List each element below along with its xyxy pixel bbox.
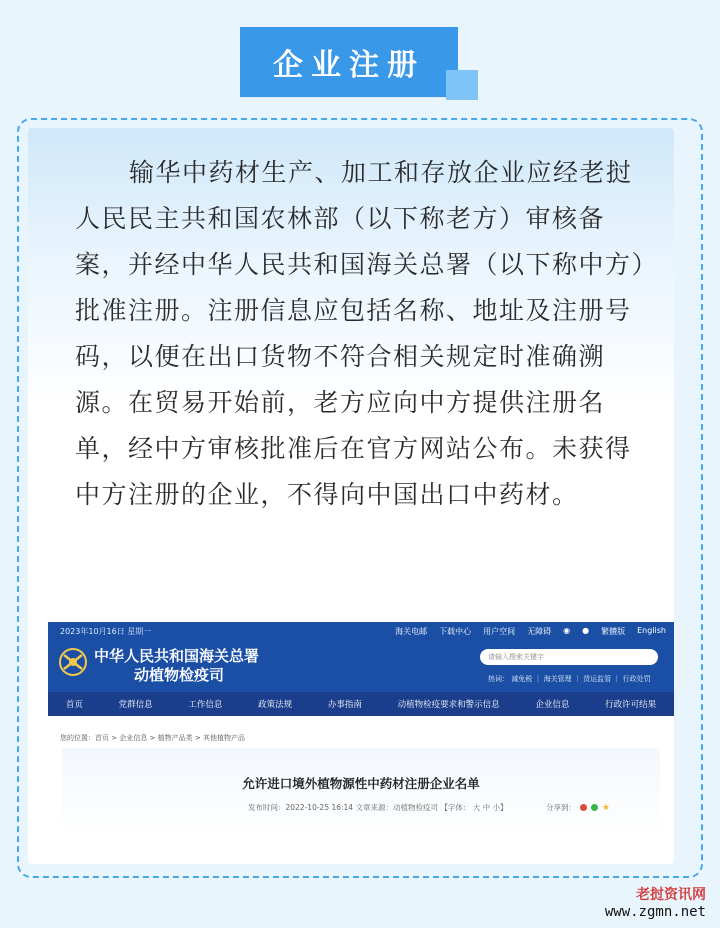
nav-enterprise[interactable]: 企业信息 [535, 700, 570, 710]
share-weibo-icon[interactable] [580, 804, 587, 811]
watermark-url: www.zgmn.net [604, 904, 706, 920]
nav-work[interactable]: 工作信息 [188, 700, 223, 710]
nav-guide[interactable]: 办事指南 [327, 700, 362, 710]
nav-party[interactable]: 党群信息 [118, 700, 153, 710]
share-bar [546, 802, 610, 813]
watermark-name: 老挝资讯网 [636, 887, 706, 903]
nav-license[interactable]: 行政许可结果 [605, 700, 657, 710]
site-name-line1: 中华人民共和国海关总署 [94, 647, 260, 665]
nav-policy[interactable]: 政策法规 [258, 700, 293, 710]
site-top-links [395, 626, 666, 637]
website-screenshot [48, 622, 674, 836]
site-nav [48, 692, 674, 716]
article-card [62, 748, 660, 836]
article-meta: 发布时间：2022-10-25 16:14 文章来源：动植物检疫司 【字体： 大 中 小】 [248, 803, 508, 812]
nav-quarantine[interactable]: 动植物检疫要求和警示信息 [397, 700, 500, 710]
section-title: 企业注册 [273, 48, 425, 83]
article-title: 允许进口境外植物源性中药材注册企业名单 [242, 776, 480, 791]
top-link-accessibility[interactable]: 无障碍 [527, 627, 552, 636]
site-name [94, 647, 259, 685]
breadcrumb: 您的位置：首页 > 企业信息 > 植物产品类 > 其他植物产品 [60, 734, 245, 742]
customs-emblem-icon [58, 647, 88, 677]
share-favorite-icon[interactable]: ★ [602, 802, 611, 813]
site-name-line2: 动植物检疫司 [134, 666, 225, 684]
top-link-english[interactable]: English [637, 626, 666, 635]
site-search-input[interactable]: 请输入搜索关键字 [480, 649, 658, 665]
site-header [48, 622, 674, 692]
share-wechat-icon[interactable] [591, 804, 598, 811]
registration-paragraph: 输华中药材生产、加工和存放企业应经老挝人民民主共和国农林部（以下称老方）审核备案，并经中华人民共和国海关总署（以下称中方）批准注册。注册信息应包括名称、地址及注册号码，以便在出口货物不符合相关规定时准确溯源。在贸易开始前，老方应向中方提供注册名单，经中方审核批准后在官方网站公布。未获得中方注册的企业，不得向中国出口中药材。 [75, 158, 646, 509]
site-hot-words: 热词： 减免税 ｜ 海关管理 ｜ 货运监管 ｜ 行政处罚 [488, 675, 651, 683]
section-title-badge [240, 27, 458, 97]
weibo-icon[interactable]: ◉ [563, 626, 571, 635]
nav-home[interactable]: 首页 [65, 700, 83, 710]
top-link-traditional[interactable]: 繁體版 [601, 627, 626, 636]
wechat-icon[interactable]: ● [582, 626, 590, 635]
top-link-user[interactable]: 用户空间 [483, 627, 516, 636]
badge-accent-tab [446, 70, 478, 100]
share-label: 分享到： [546, 803, 576, 812]
top-link-download[interactable]: 下载中心 [439, 627, 472, 636]
site-date: 2023年10月16日 星期一 [60, 627, 152, 636]
top-link-mail[interactable]: 海关电邮 [395, 627, 428, 636]
